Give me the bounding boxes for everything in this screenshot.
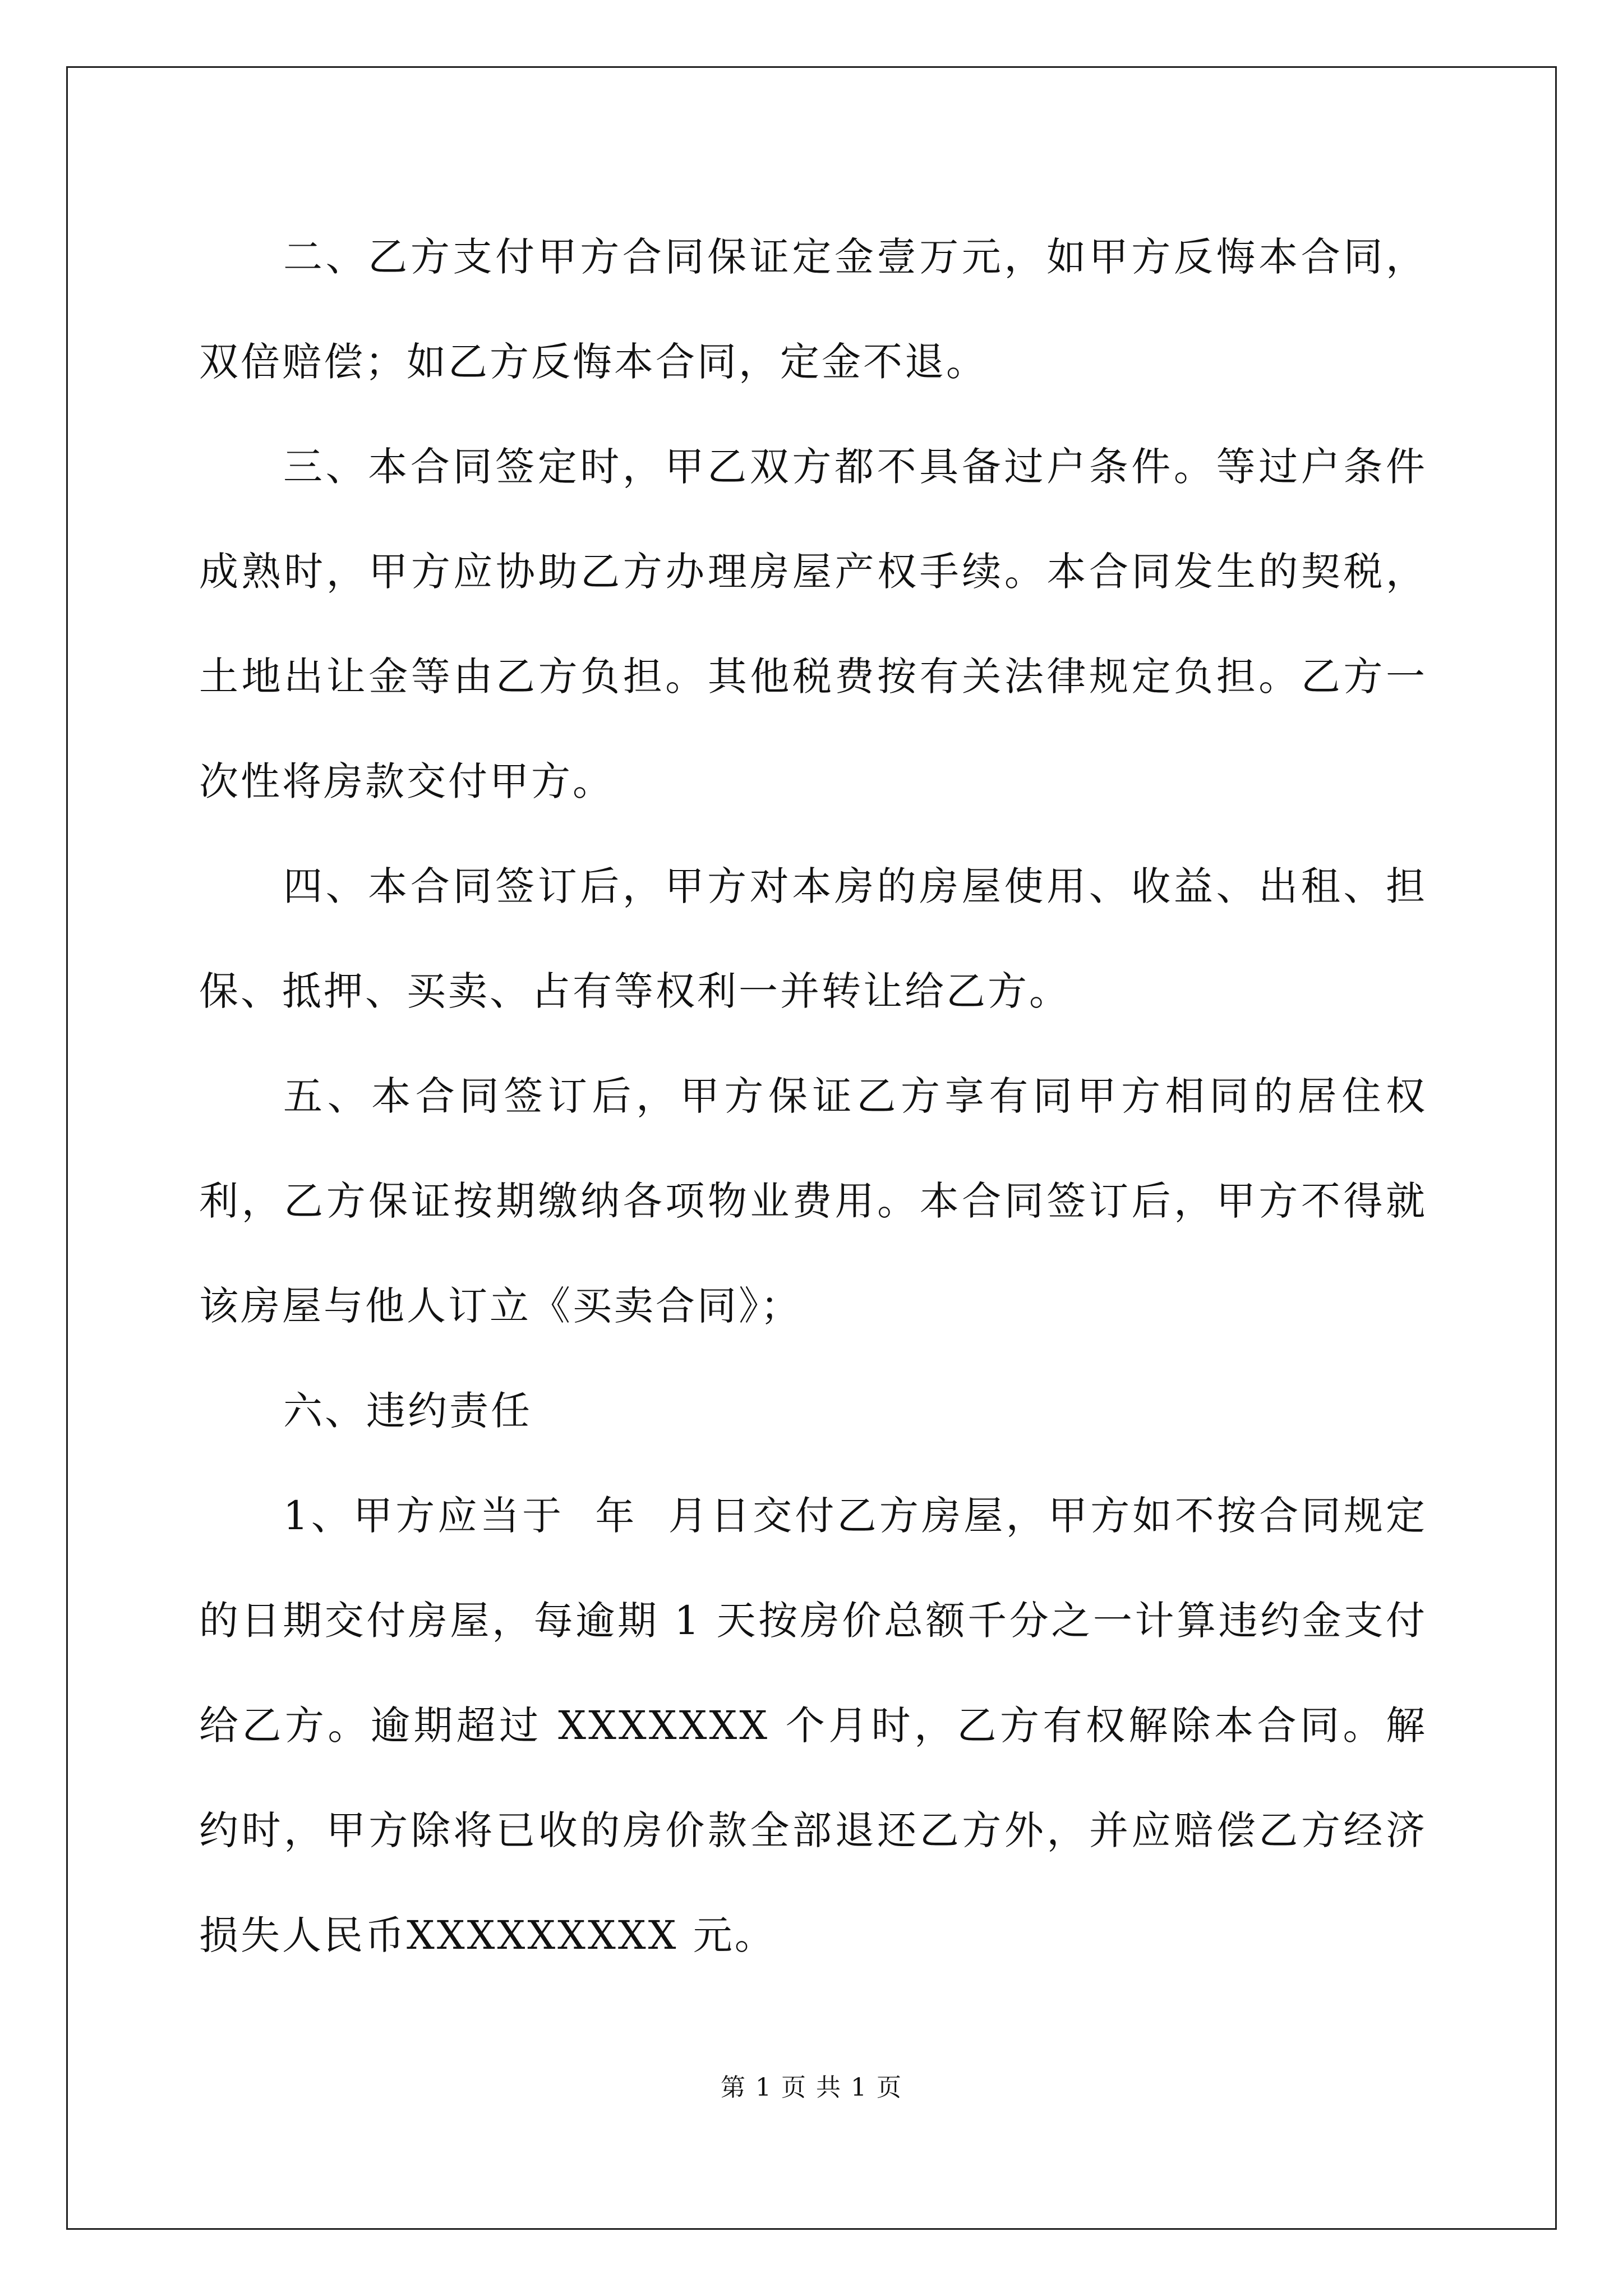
section-heading-breach-liability: 六、违约责任 xyxy=(283,1388,532,1434)
paragraph-breach-item-1: 1、甲方应当于 年 月日交付乙方房屋，甲方如不按合同规定的日期交付房屋，每逾期 1 天按房价总额千分之一计算违约金支付给乙方。逾期超过 XXXXXXX 个月时，乙方有权解除本合同。解约时，甲方除将已收的房价款全部退还乙方外，并应赔偿乙方经济损失人民币XXXXXXXXX 元。 xyxy=(199,1493,1427,1958)
document-body xyxy=(199,205,1427,1988)
page-number-footer: 第 1 页 共 1 页 xyxy=(721,2073,902,2102)
paragraph-clause-4: 四、本合同签订后，甲方对本房的房屋使用、收益、出租、担保、抵押、买卖、占有等权利一并转让给乙方。 xyxy=(199,863,1427,1014)
paragraph-clause-3: 三、本合同签定时，甲乙双方都不具备过户条件。等过户条件成熟时，甲方应协助乙方办理房屋产权手续。本合同发生的契税，土地出让金等由乙方负担。其他税费按有关法律规定负担。乙方一次性将房款交付甲方。 xyxy=(199,444,1427,804)
paragraph-clause-2: 二、乙方支付甲方合同保证定金壹万元，如甲方反悔本合同，双倍赔偿；如乙方反悔本合同，定金不退。 xyxy=(199,234,1427,385)
paragraph-clause-5: 五、本合同签订后，甲方保证乙方享有同甲方相同的居住权利，乙方保证按期缴纳各项物业费用。本合同签订后，甲方不得就该房屋与他人订立《买卖合同》； xyxy=(199,1073,1427,1329)
